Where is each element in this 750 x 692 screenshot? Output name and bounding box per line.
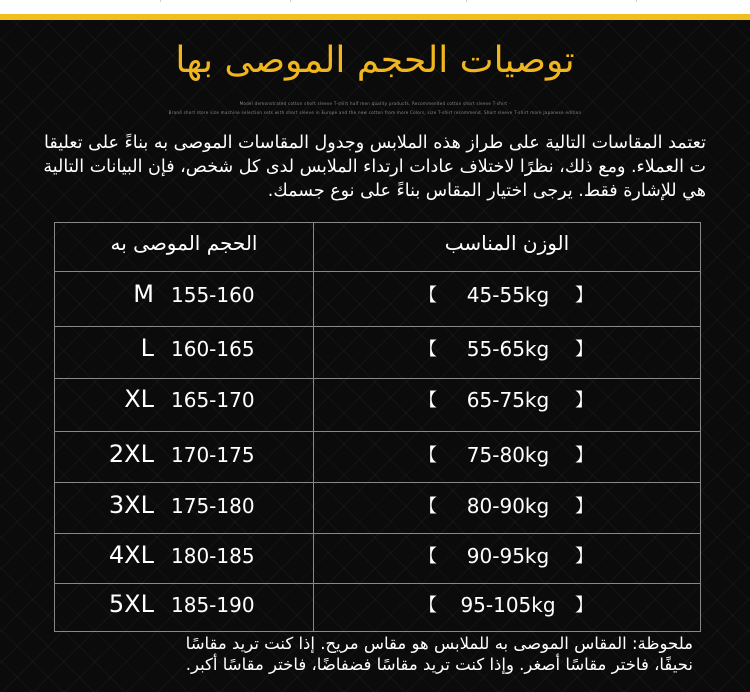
height-range: 185-190 <box>171 593 255 617</box>
strip-divider <box>636 0 637 2</box>
row-divider <box>55 431 700 432</box>
size-label: 4XL <box>108 541 154 569</box>
note-line: نحيفًا، فاختر مقاسًا أصغر. وإذا كنت تريد مقاسًا فضفاضًا، فاختر مقاسًا أكبر. <box>185 655 693 674</box>
strip-divider <box>290 0 291 2</box>
height-range: 175-180 <box>171 494 255 518</box>
row-divider <box>55 482 700 483</box>
note-line: ملحوظة: المقاس الموصى به للملابس هو مقاس مريح. إذا كنت تريد مقاسًا <box>185 634 693 653</box>
bracket-close: 】 <box>575 339 593 360</box>
bracket-close: 】 <box>575 390 593 411</box>
weight-range: 65-75kg <box>466 388 550 412</box>
bracket-close: 】 <box>575 595 593 616</box>
yellow-accent-bar <box>0 14 750 20</box>
row-divider <box>55 583 700 584</box>
column-divider <box>313 223 314 631</box>
weight-range: 90-95kg <box>466 544 550 568</box>
row-divider <box>55 326 700 327</box>
intro-line: هي للإشارة فقط. يرجى اختيار المقاس بناءً على نوع جسمك. <box>267 181 706 201</box>
column-header-size: الحجم الموصى به <box>110 231 258 255</box>
bracket-close: 】 <box>575 546 593 567</box>
page-title: توصيات الحجم الموصى بها <box>175 40 575 81</box>
row-divider <box>55 271 700 272</box>
bracket-close: 】 <box>575 445 593 466</box>
weight-range: 80-90kg <box>466 494 550 518</box>
size-label: XL <box>124 385 154 413</box>
weight-range: 55-65kg <box>466 337 550 361</box>
size-label: 3XL <box>108 491 154 519</box>
size-label: 2XL <box>108 440 154 468</box>
intro-paragraph <box>40 131 706 203</box>
decorative-subtitle-line: Brand short store size machine selection sets with short sleeve in Europe and the new cotton from more Colors, size T-shirt recommend. Short sleeve T-shirt more Japanese edition <box>168 110 582 115</box>
strip-divider <box>160 0 161 2</box>
weight-range: 45-55kg <box>466 283 550 307</box>
size-label: L <box>140 334 154 362</box>
row-divider <box>55 533 700 534</box>
height-range: 155-160 <box>171 283 255 307</box>
bracket-open: 【 <box>419 595 437 616</box>
bracket-open: 【 <box>419 339 437 360</box>
bracket-open: 【 <box>419 546 437 567</box>
decorative-subtitle-line: Model demonstrated cotton short sleeve T-shirt half men quality products. Recommended cotton short sleeve T-shirt · <box>239 101 511 106</box>
bracket-open: 【 <box>419 390 437 411</box>
weight-range: 95-105kg <box>460 593 556 617</box>
height-range: 170-175 <box>171 443 255 467</box>
intro-line: تعتمد المقاسات التالية على طراز هذه الملابس وجدول المقاسات الموصى به بناءً على تعليقا <box>44 133 706 153</box>
bracket-open: 【 <box>419 285 437 306</box>
size-label: M <box>133 280 154 308</box>
weight-range: 75-80kg <box>466 443 550 467</box>
intro-line: ت العملاء. ومع ذلك، نظرًا لاختلاف عادات ارتداء الملابس لدى كل شخص، فإن البيانات التالية <box>43 157 706 177</box>
size-note <box>54 633 701 675</box>
height-range: 160-165 <box>171 337 255 361</box>
strip-divider <box>466 0 467 2</box>
size-chart-table <box>54 222 701 632</box>
column-header-weight: الوزن المناسب <box>444 231 570 255</box>
bracket-open: 【 <box>419 445 437 466</box>
row-divider <box>55 378 700 379</box>
bracket-close: 】 <box>575 496 593 517</box>
bracket-open: 【 <box>419 496 437 517</box>
height-range: 165-170 <box>171 388 255 412</box>
height-range: 180-185 <box>171 544 255 568</box>
bracket-close: 】 <box>575 285 593 306</box>
size-label: 5XL <box>108 590 154 618</box>
